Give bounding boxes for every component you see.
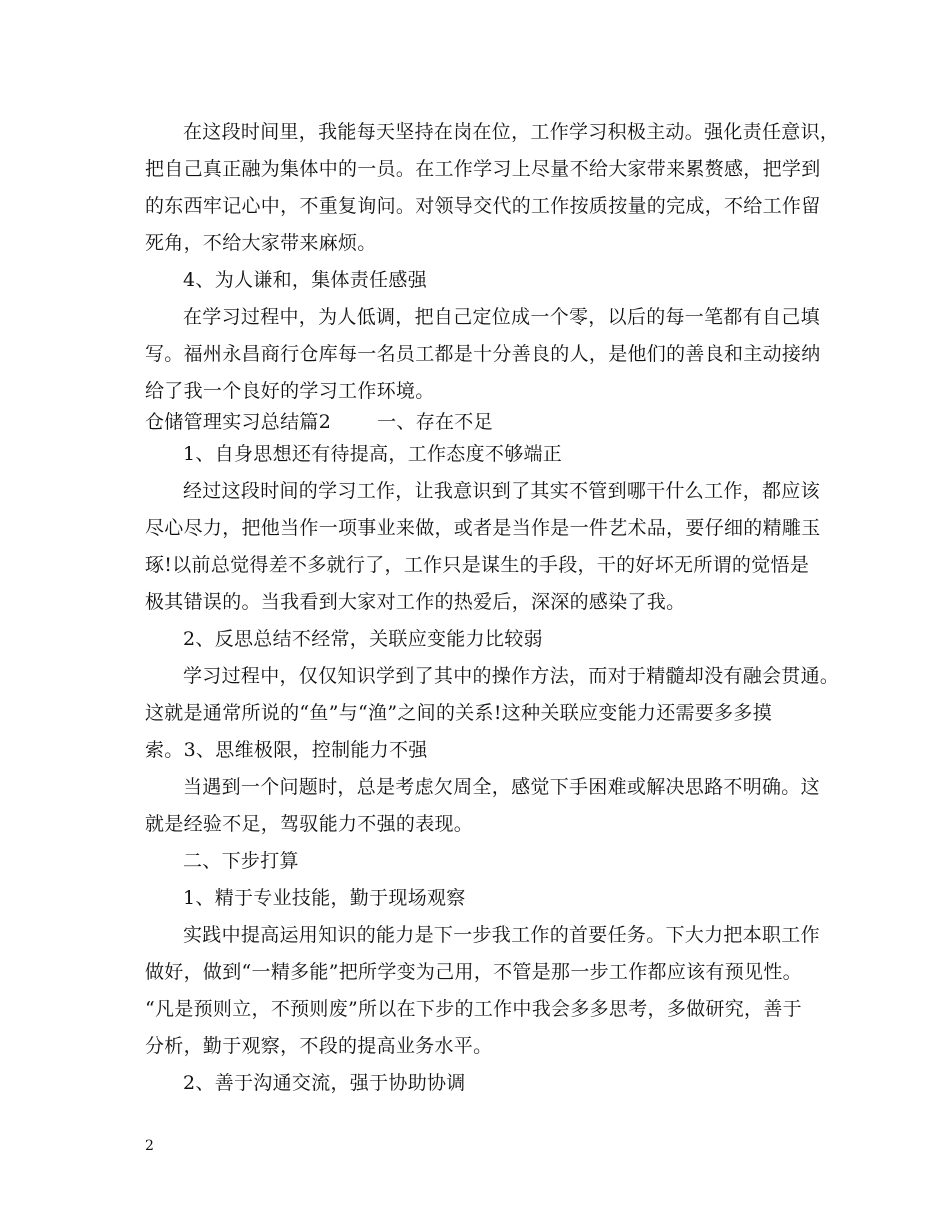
paragraph-line: 这就是通常所说的“鱼”与“渔”之间的关系!这种关联应变能力还需要多多摸 <box>145 702 772 724</box>
section-heading: 4、为人谦和，集体责任感强 <box>183 269 427 291</box>
paragraph-line: 实践中提高运用知识的能力是下一步我工作的首要任务。下大力把本职工作 <box>183 924 820 946</box>
section-heading: 1、自身思想还有待提高，工作态度不够端正 <box>183 443 563 465</box>
article-title-line <box>145 410 493 434</box>
paragraph-line: 极其错误的。当我看到大家对工作的热爱后，深深的感染了我。 <box>145 591 686 613</box>
section-heading: 2、善于沟通交流，强于协助协调 <box>183 1072 466 1094</box>
paragraph-line: 尽心尽力，把他当作一项事业来做，或者是当作是一件艺术品，要仔细的精雕玉 <box>145 517 821 539</box>
paragraph-line: 索。3、思维极限，控制能力不强 <box>145 739 428 761</box>
paragraph-line: 写。福州永昌商行仓库每一名员工都是十分善良的人，是他们的善良和主动接纳 <box>145 343 821 365</box>
section-heading: 1、精于专业技能，勤于现场观察 <box>183 887 466 909</box>
section-heading: 二、下步打算 <box>183 850 299 872</box>
paragraph-line: 在学习过程中，为人低调，把自己定位成一个零，以后的每一笔都有自己填 <box>183 306 820 328</box>
paragraph-line: 死角，不给大家带来麻烦。 <box>145 232 377 254</box>
paragraph-line: 学习过程中，仅仅知识学到了其中的操作方法，而对于精髓却没有融会贯通。 <box>183 665 840 687</box>
paragraph-line: 在这段时间里，我能每天坚持在岗在位，工作学习积极主动。强化责任意识， <box>183 121 840 143</box>
article-title: 仓储管理实习总结篇2 <box>145 411 332 433</box>
paragraph-line: 当遇到一个问题时，总是考虑欠周全，感觉下手困难或解决思路不明确。这 <box>183 776 820 798</box>
paragraph-line: 把自己真正融为集体中的一员。在工作学习上尽量不给大家带来累赘感，把学到 <box>145 158 821 180</box>
paragraph-line: 给了我一个良好的学习工作环境。 <box>145 380 435 402</box>
paragraph-line: “凡是预则立，不预则废”所以在下步的工作中我会多多思考，多做研究，善于 <box>145 998 802 1020</box>
paragraph-line: 分析，勤于观察，不段的提高业务水平。 <box>145 1035 493 1057</box>
paragraph-line: 做好，做到“一精多能”把所学变为己用，不管是那一步工作都应该有预见性。 <box>145 961 802 983</box>
paragraph-line: 的东西牢记心中，不重复询问。对领导交代的工作按质按量的完成，不给工作留 <box>145 195 821 217</box>
paragraph-line: 就是经验不足，驾驭能力不强的表现。 <box>145 813 474 835</box>
section-heading: 2、反思总结不经常，关联应变能力比较弱 <box>183 628 543 650</box>
paragraph-line: 琢!以前总觉得差不多就行了，工作只是谋生的手段，干的好坏无所谓的觉悟是 <box>145 554 810 576</box>
section-heading: 一、存在不足 <box>377 411 493 433</box>
page-number: 2 <box>145 1138 154 1154</box>
paragraph-line: 经过这段时间的学习工作，让我意识到了其实不管到哪干什么工作，都应该 <box>183 480 820 502</box>
